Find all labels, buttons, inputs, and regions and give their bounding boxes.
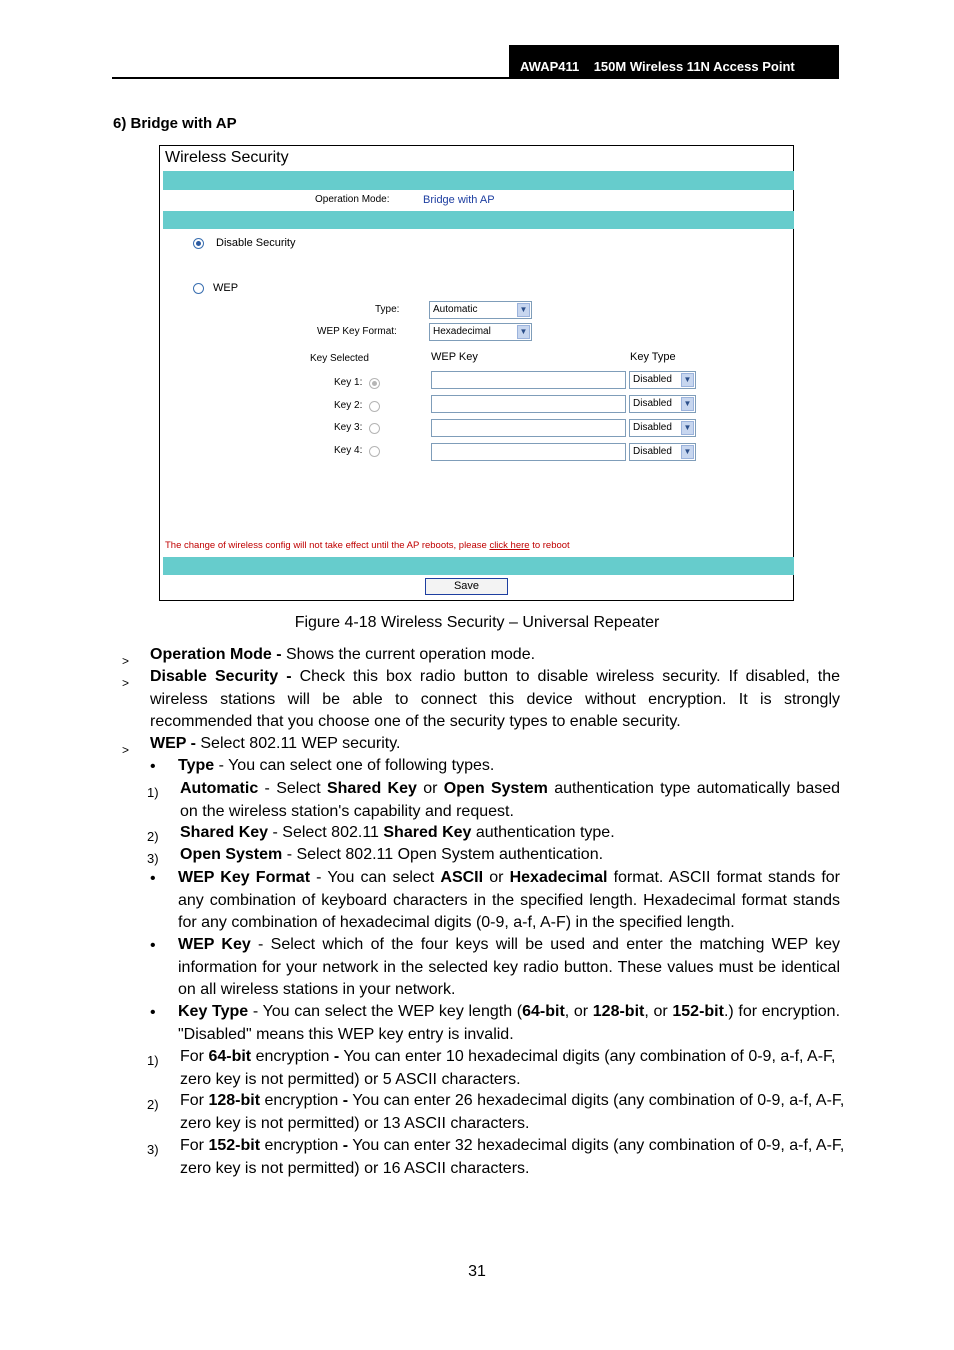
list-number: 2) [147, 829, 159, 844]
text: , or [644, 1003, 673, 1020]
bullet-icon: • [150, 1004, 156, 1021]
term-shared-key: Shared Key [383, 824, 472, 841]
text: or [416, 780, 444, 797]
key-type-header: Key Type [630, 351, 676, 363]
text: format. ASCII format stands for any combination of keyboard characters in the specified length. Hexadecimal format stands for any combination of hexadecimal digits (0-9, a-f, A-F) in the specified length. [178, 869, 841, 931]
key-2-radio[interactable] [369, 401, 380, 412]
key-1-label: Key 1: [334, 377, 363, 388]
term-152-bit: 152-bit [208, 1137, 261, 1154]
text: encryption [260, 1092, 343, 1109]
dash: - [333, 1048, 340, 1065]
text: You can enter 26 hexadecimal digits (any combination of 0-9, a-f, A-F, zero key is not permitted) or 13 ASCII characters. [180, 1092, 845, 1132]
list-number: 3) [147, 1142, 159, 1157]
chevron-down-icon: ▼ [517, 303, 530, 317]
term-wep: WEP - [150, 735, 196, 752]
reboot-note-suffix: to reboot [529, 540, 570, 551]
figure-title: Wireless Security [165, 149, 289, 166]
wep-key-header: WEP Key [431, 351, 478, 363]
key-2-type-value: Disabled [633, 398, 672, 409]
term-type: Type [178, 757, 215, 774]
desc-wep: Select 802.11 WEP security. [195, 735, 401, 752]
arrow-bullet-icon: > [122, 743, 130, 757]
text: For [180, 1048, 209, 1065]
type-item [178, 755, 840, 778]
key-2-label: Key 2: [334, 400, 363, 411]
key-2-input[interactable] [431, 395, 626, 413]
key-3-type-value: Disabled [633, 422, 672, 433]
text: - Select 802.11 Open System authentication. [282, 846, 604, 863]
text: You can enter 32 hexadecimal digits (any combination of 0-9, a-f, A-F, zero key is not permitted) or 16 ASCII characters. [180, 1137, 845, 1177]
text: - You can select [310, 869, 441, 886]
key-1-type-value: Disabled [633, 374, 672, 385]
wep-radio[interactable] [193, 283, 204, 294]
operation-mode-label: Operation Mode: [315, 194, 390, 205]
term-64-bit: 64-bit [522, 1003, 565, 1020]
click-here-link[interactable]: click here [489, 540, 530, 551]
text: - Select 802.11 [268, 824, 384, 841]
wep-label: WEP [213, 282, 239, 294]
footer-band [163, 557, 794, 575]
chevron-down-icon: ▼ [681, 421, 694, 435]
bullet-icon: • [150, 758, 156, 775]
desc-type: - You can select one of following types. [214, 757, 495, 774]
term-ascii: ASCII [440, 869, 484, 886]
header-rule [112, 77, 509, 79]
key-4-type-value: Disabled [633, 446, 672, 457]
term-wep-key-format: WEP Key Format [178, 869, 311, 886]
text: - Select which of the four keys will be used and enter the matching WEP key information for your network in the selected key radio button. These values must be identical on all wireless stations in your network. [178, 936, 840, 998]
wep-key-item [178, 934, 840, 1002]
text: authentication type automatically based on the wireless station's capability and request. [180, 780, 841, 820]
reboot-note [165, 540, 570, 551]
list-number: 1) [147, 785, 159, 800]
key-4-label: Key 4: [334, 445, 363, 456]
chevron-down-icon: ▼ [517, 325, 530, 339]
disable-security-label: Disable Security [216, 237, 296, 249]
section-title: 6) Bridge with AP [113, 115, 237, 132]
key-3-radio[interactable] [369, 423, 380, 434]
term-open-system: Open System [443, 780, 548, 797]
type-select[interactable] [429, 301, 532, 319]
desc-disable-security: Check this box radio button to disable wireless security. If disabled, the wireless stations will be able to connect this device without encryption. It is strongly recommended that you choose one of the security types to enable security. [150, 668, 840, 730]
term-shared-key: Shared Key [180, 824, 269, 841]
reboot-note-text: The change of wireless config will not take effect until the AP reboots, please [165, 540, 490, 551]
term-automatic: Automatic [180, 780, 259, 797]
text: or [483, 869, 510, 886]
page-number: 31 [468, 1263, 486, 1280]
open-system-item [180, 844, 840, 867]
shared-key-item [180, 822, 840, 845]
list-number: 2) [147, 1097, 159, 1112]
wep-key-format-select[interactable] [429, 323, 532, 341]
term-wep-key: WEP Key [178, 936, 251, 953]
chevron-down-icon: ▼ [681, 397, 694, 411]
text: encryption [260, 1137, 343, 1154]
dash: - [342, 1092, 349, 1109]
key-152-item [180, 1135, 846, 1180]
header-band [163, 171, 794, 190]
wireless-security-figure [159, 145, 794, 601]
term-152-bit: 152-bit [672, 1003, 724, 1020]
term-128-bit: 128-bit [592, 1003, 645, 1020]
key-64-item [180, 1046, 846, 1091]
text: , or [564, 1003, 593, 1020]
list-number: 1) [147, 1053, 159, 1068]
term-128-bit: 128-bit [208, 1092, 261, 1109]
key-4-radio[interactable] [369, 446, 380, 457]
term-operation-mode: Operation Mode - [150, 646, 282, 663]
chevron-down-icon: ▼ [681, 373, 694, 387]
text: encryption [251, 1048, 334, 1065]
text: - You can select the WEP key length ( [248, 1003, 523, 1020]
save-button[interactable]: Save [425, 578, 508, 595]
header-product-title: AWAP411 150M Wireless 11N Access Point [509, 45, 839, 79]
arrow-bullet-icon: > [122, 676, 130, 690]
wep-key-format-item [178, 867, 840, 935]
text: .) for encryption. "Disabled" means this WEP key entry is invalid. [178, 1003, 841, 1043]
term-64-bit: 64-bit [208, 1048, 252, 1065]
type-select-value: Automatic [433, 304, 478, 315]
term-disable-security: Disable Security - [150, 668, 292, 685]
term-shared-key: Shared Key [326, 780, 417, 797]
term-hexadecimal: Hexadecimal [509, 869, 608, 886]
text: For [180, 1137, 209, 1154]
term-open-system: Open System [180, 846, 283, 863]
wep-item [150, 733, 840, 756]
operation-mode-item [150, 644, 840, 667]
key-3-input[interactable] [431, 419, 626, 437]
key-4-type-select[interactable] [629, 443, 696, 461]
disable-security-radio[interactable] [193, 238, 204, 249]
automatic-item [180, 778, 840, 823]
operation-mode-value: Bridge with AP [423, 194, 495, 206]
key-1-radio[interactable] [369, 378, 380, 389]
text: You can enter 10 hexadecimal digits (any combination of 0-9, a-f, A-F, zero key is not permitted) or 5 ASCII characters. [180, 1048, 836, 1088]
wep-key-format-label: WEP Key Format: [317, 326, 397, 337]
text: For [180, 1092, 209, 1109]
key-1-input[interactable] [431, 371, 626, 389]
text: - Select [258, 780, 327, 797]
text: authentication type. [471, 824, 615, 841]
key-4-input[interactable] [431, 443, 626, 461]
divider-band [163, 211, 794, 229]
key-128-item [180, 1090, 850, 1135]
key-2-type-select[interactable] [629, 395, 696, 413]
list-number: 3) [147, 851, 159, 866]
dash: - [342, 1137, 349, 1154]
desc-operation-mode: Shows the current operation mode. [281, 646, 536, 663]
bullet-icon: • [150, 870, 156, 887]
key-selected-header: Key Selected [310, 353, 369, 364]
type-label: Type: [375, 304, 400, 315]
wep-key-format-value: Hexadecimal [433, 326, 491, 337]
key-type-item [178, 1001, 840, 1046]
figure-caption: Figure 4-18 Wireless Security – Universal Repeater [294, 614, 660, 631]
term-key-type: Key Type [178, 1003, 249, 1020]
key-3-type-select[interactable] [629, 419, 696, 437]
disable-security-item [150, 666, 840, 734]
key-1-type-select[interactable] [629, 371, 696, 389]
arrow-bullet-icon: > [122, 654, 130, 668]
bullet-icon: • [150, 937, 156, 954]
chevron-down-icon: ▼ [681, 445, 694, 459]
key-3-label: Key 3: [334, 422, 363, 433]
